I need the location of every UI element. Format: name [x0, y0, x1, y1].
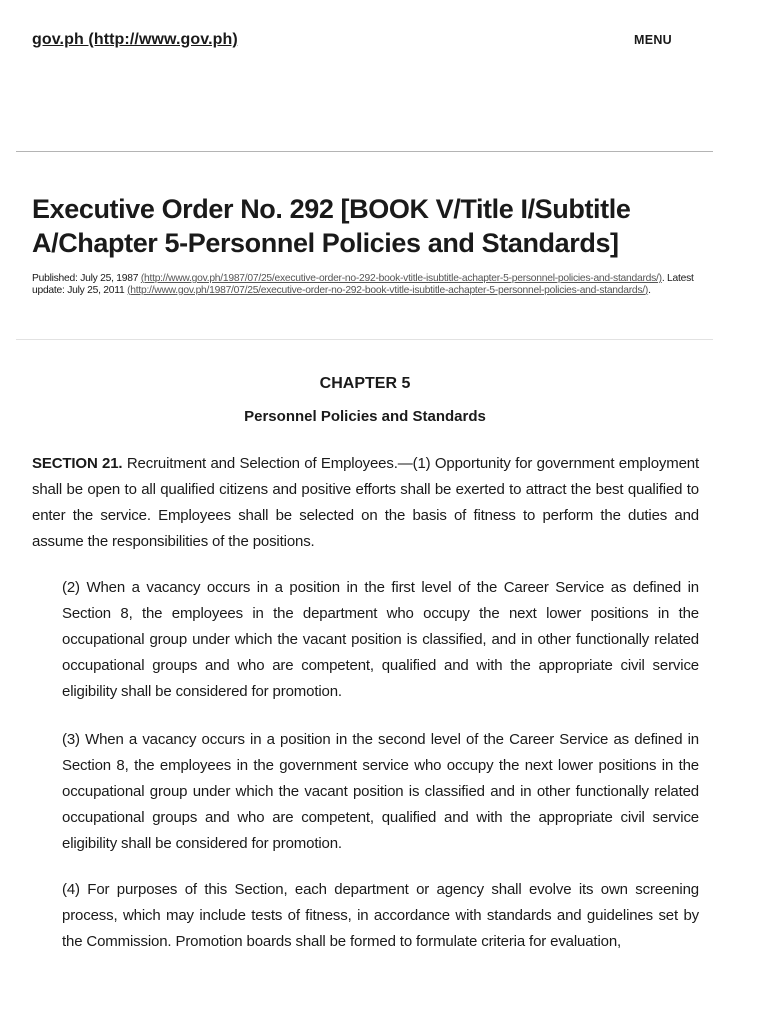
meta-end: .: [648, 284, 651, 296]
site-home-link[interactable]: gov.ph (http://www.gov.ph): [32, 31, 238, 48]
publication-meta: [32, 273, 702, 296]
section-heading: SECTION 21.: [32, 455, 123, 472]
meta-separator: .: [661, 273, 668, 284]
page-title: Executive Order No. 292 [BOOK V/Title I/Subtitle A/Chapter 5-Personnel Policies and Standards]: [32, 194, 631, 258]
published-permalink[interactable]: (http://www.gov.ph/1987/07/25/executive-order-no-292-book-vtitle-isubtitle-achapter-5-personnel-policies-and-standards/): [140, 273, 662, 284]
header-divider: [16, 151, 713, 152]
chapter-subtitle: Personnel Policies and Standards: [244, 408, 486, 425]
updated-permalink[interactable]: (http://www.gov.ph/1987/07/25/executive-order-no-292-book-vtitle-isubtitle-achapter-5-personnel-policies-and-standards/): [127, 284, 649, 296]
paragraph-text: Recruitment and Selection of Employees.—(1) Opportunity for government employment shall be open to all qualified citizens and positive efforts shall be exerted to attract the best qualified to enter the service. Employees shall be selected on the basis of fitness to perform the duties and assume the responsibilities of the positions.: [32, 455, 699, 550]
chapter-heading: CHAPTER 5: [319, 375, 411, 392]
content-divider: [16, 339, 713, 340]
section-21-paragraph-4: (4) For purposes of this Section, each department or agency shall evolve its own screening process, which may include tests of fitness, in accordance with standards and guidelines set by the Commission. Promotion boards shall be formed to formulate criteria for evaluation,: [62, 881, 699, 950]
updated-date: Latest update: July 25, 2011: [32, 273, 694, 296]
published-date: Published: July 25, 1987: [32, 273, 139, 284]
menu-button[interactable]: MENU: [634, 33, 673, 47]
section-21-paragraph-3: (3) When a vacancy occurs in a position in the second level of the Career Service as defined in Section 8, the employees in the government service who occupy the next lower positions in the occupational group under which the vacant position is classified and in other functionally related occupational groups and who are competent, qualified and with the appropriate civil service eligibility shall be considered for promotion.: [62, 731, 699, 852]
section-21-paragraph-1: [32, 451, 699, 555]
section-21-paragraph-2: (2) When a vacancy occurs in a position in the first level of the Career Service as defined in Section 8, the employees in the department who occupy the next lower positions in the occupational group under which the vacant position is classified, and in other functionally related occupational groups and who are competent, qualified and with the appropriate civil service eligibility shall be considered for promotion.: [62, 579, 699, 700]
